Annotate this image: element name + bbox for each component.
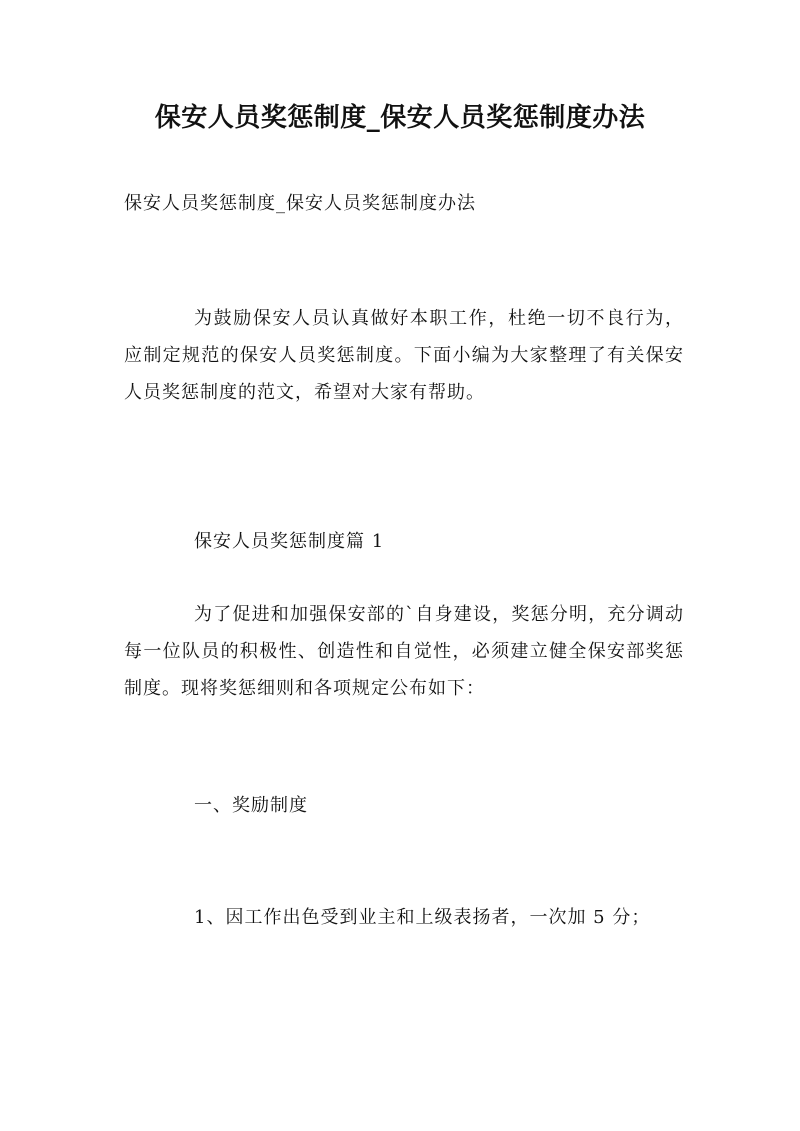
reward-system-heading: 一、奖励制度 [194,795,308,816]
section-title: 保安人员奖惩制度篇 1 [194,531,385,552]
intro-paragraph: 为鼓励保安人员认真做好本职工作，杜绝一切不良行为，应制定规范的保安人员奖惩制度。下面小编为大家整理了有关保安人员奖惩制度的范文，希望对大家有帮助。 [124,308,684,403]
section-intro-paragraph: 为了促进和加强保安部的`自身建设，奖惩分明，充分调动每一位队员的积极性、创造性和自觉性，必须建立健全保安部奖惩制度。现将奖惩细则和各项规定公布如下： [124,604,684,699]
reward-rule-1: 1、因工作出色受到业主和上级表扬者，一次加 5 分； [194,907,651,928]
document-title: 保安人员奖惩制度_保安人员奖惩制度办法 [154,103,646,133]
document-subtitle: 保安人员奖惩制度_保安人员奖惩制度办法 [124,193,476,214]
